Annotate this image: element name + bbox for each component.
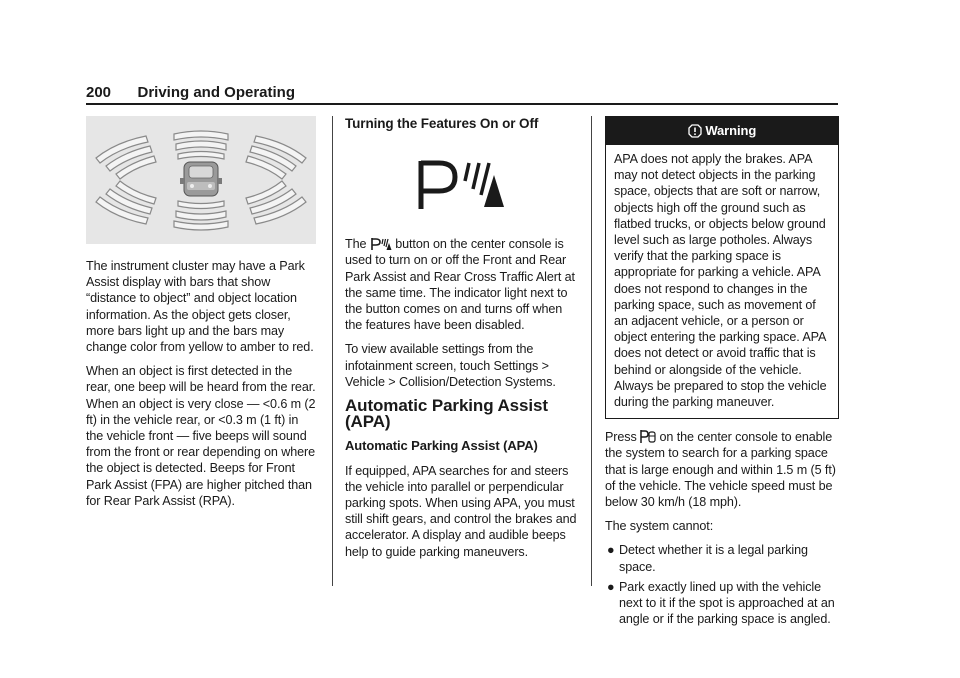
list-item-text: Detect whether it is a legal parking space. <box>619 543 808 574</box>
column-divider-2 <box>591 116 592 586</box>
page-header <box>86 84 838 102</box>
section-title: Driving and Operating <box>137 84 295 101</box>
col3-para-1-pre: Press <box>605 430 637 445</box>
park-assist-bars-illustration <box>86 116 316 244</box>
col2-para-3: If equipped, APA searches for and steers the vehicle into parallel or perpendicular parking spots. When using APA, you must still shift gears, and control the brakes and accelerator. A display and audible beeps help to guide parking maneuvers. <box>345 463 577 559</box>
park-assist-button-icon <box>370 237 392 251</box>
heading-turning-features: Turning the Features On or Off <box>345 116 539 131</box>
apa-button-icon <box>640 429 656 444</box>
column-1 <box>86 116 318 517</box>
column-divider-1 <box>332 116 333 586</box>
col2-para-2: To view available settings from the infotainment screen, touch Settings > Vehicle > Collision/Detection Systems. <box>345 342 556 389</box>
column-3 <box>605 116 839 631</box>
warning-body: APA does not apply the brakes. APA may not detect objects in the parking space, objects that are soft or narrow, objects high off the ground such as flatbed trucks, or objects below ground level such as large potholes. Always verify that the parking space is appropriate for parking a vehicle. APA does not respond to changes in the parking space, such as movement of an adjacent vehicle, or a person or object entering the parking space. APA does not detect or avoid traffic that is behind or alongside of the vehicle. Always be prepared to stop the vehicle during the parking maneuver. <box>614 152 827 410</box>
column-2 <box>345 116 577 568</box>
list-item <box>605 542 839 574</box>
col2-para-1 <box>345 236 577 333</box>
vehicle-icon <box>180 162 222 196</box>
heading-apa-sub: Automatic Parking Assist (APA) <box>345 438 538 454</box>
col1-para-2: When an object is first detected in the rear, one beep will be heard from the rear. When an object is very close — <0.6 m (2 ft) in the vehicle rear, or <0.3 m (1 ft) in the vehicle front — five beeps will sound from the front or rear depending on where the object is detected. Beeps for Front Park Assist (FPA) are higher pitched than for Rear Park Assist (RPA). <box>86 364 316 508</box>
park-assist-display-figure <box>86 116 316 244</box>
page-number: 200 <box>86 84 112 101</box>
bullet-dot: ● <box>607 543 615 558</box>
col3-para-2: The system cannot: <box>605 519 714 534</box>
col2-para-1-post: button on the center console is used to turn on or off the Front and Rear Park Assist and Rear Cross Traffic Alert at the same time. The indicator light next to the button comes on and turns off when the features have been disabled. <box>345 237 575 333</box>
list-item <box>605 579 839 628</box>
warning-icon <box>688 124 702 138</box>
warning-header <box>606 117 838 145</box>
park-assist-icon <box>411 155 511 215</box>
header-rule <box>86 103 838 105</box>
park-assist-symbol-figure <box>345 142 577 228</box>
warning-title: Warning <box>705 123 757 138</box>
col2-para-1-pre: The <box>345 237 367 252</box>
heading-apa-main: Automatic Parking Assist (APA) <box>345 396 548 432</box>
col1-para-1: The instrument cluster may have a Park Assist display with bars that show “distance to object” and object location information. As the object gets closer, more bars light up and the bars may change color from yellow to amber to red. <box>86 259 314 355</box>
col3-para-1 <box>605 429 839 510</box>
col3-para-1-post: on the center console to enable the system to search for a parking space that is large enough and within 1.5 m (5 ft) of the vehicle. The vehicle speed must be below 30 km/h (18 mph). <box>605 430 836 510</box>
bullet-dot: ● <box>607 579 615 594</box>
system-cannot-list <box>605 542 839 627</box>
warning-box <box>605 116 839 419</box>
list-item-text: Park exactly lined up with the vehicle next to it if the spot is approached at an angle or if the parking space is angled. <box>619 579 835 627</box>
